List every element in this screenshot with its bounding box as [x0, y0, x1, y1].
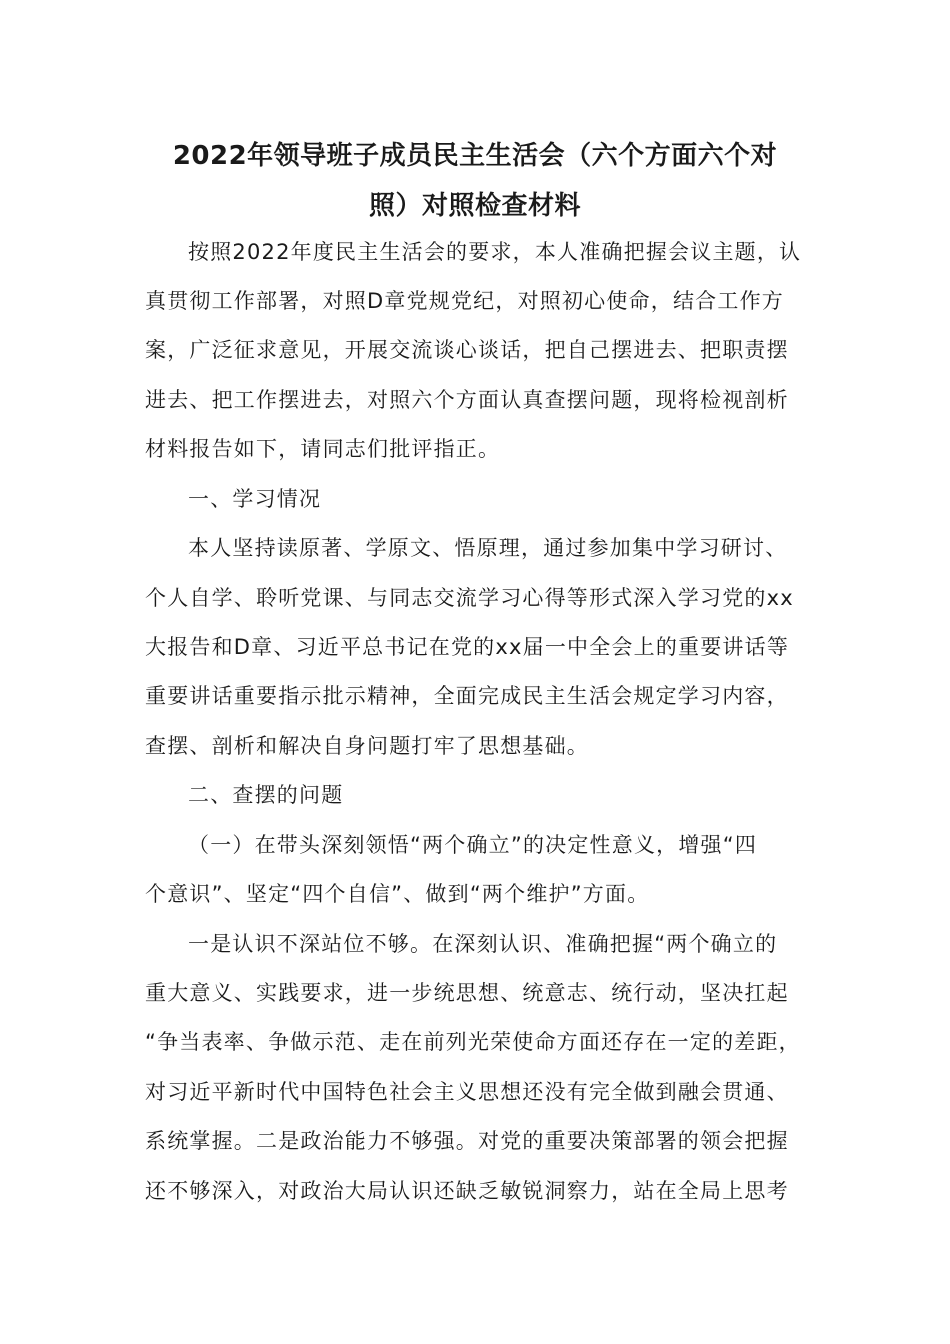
text-line: 案，广泛征求意见，开展交流谈心谈话，把自己摆进去、把职责摆	[145, 338, 789, 362]
text-line: 对习近平新时代中国特色社会主义思想还没有完全做到融会贯通、	[145, 1080, 789, 1104]
text-line: 进去、把工作摆进去，对照六个方面认真查摆问题，现将检视剖析	[145, 388, 789, 412]
text-line: “争当表率、争做示范、走在前列光荣使命方面还存在一定的差距，	[145, 1030, 801, 1054]
text-line: 重大意义、实践要求，进一步统思想、统意志、统行动，坚决扛起	[145, 981, 789, 1005]
text-line: 个人自学、聆听党课、与同志交流学习心得等形式深入学习党的xx	[145, 586, 794, 610]
text-line: 还不够深入，对政治大局认识还缺乏敏锐洞察力，站在全局上思考	[145, 1179, 789, 1203]
text-line: 系统掌握。二是政治能力不够强。对党的重要决策部署的领会把握	[145, 1129, 789, 1153]
text-line: 本人坚持读原著、学原文、悟原理，通过参加集中学习研讨、	[188, 536, 788, 560]
text-line: 个意识”、坚定“四个自信”、做到“两个维护”方面。	[145, 882, 650, 906]
document-title-line-1: 2022年领导班子成员民主生活会（六个方面六个对	[172, 141, 778, 171]
text-line: 重要讲话重要指示批示精神，全面完成民主生活会规定学习内容，	[145, 684, 789, 708]
section-heading: 二、查摆的问题	[188, 783, 344, 807]
text-line: 一是认识不深站位不够。在深刻认识、准确把握“两个确立的	[188, 932, 778, 956]
section-heading: 一、学习情况	[188, 487, 322, 511]
text-line: 真贯彻工作部署，对照D章党规党纪，对照初心使命，结合工作方	[145, 289, 784, 313]
document-title-line-2: 照）对照检查材料	[368, 191, 581, 221]
text-line: （一）在带头深刻领悟“两个确立”的决定性意义，增强“四	[188, 833, 758, 857]
text-line: 材料报告如下，请同志们批评指正。	[145, 437, 501, 461]
text-line: 按照2022年度民主生活会的要求，本人准确把握会议主题，认	[188, 240, 802, 264]
text-line: 查摆、剖析和解决自身问题打牢了思想基础。	[145, 734, 589, 758]
text-line: 大报告和D章、习近平总书记在党的xx届一中全会上的重要讲话等	[145, 635, 790, 659]
